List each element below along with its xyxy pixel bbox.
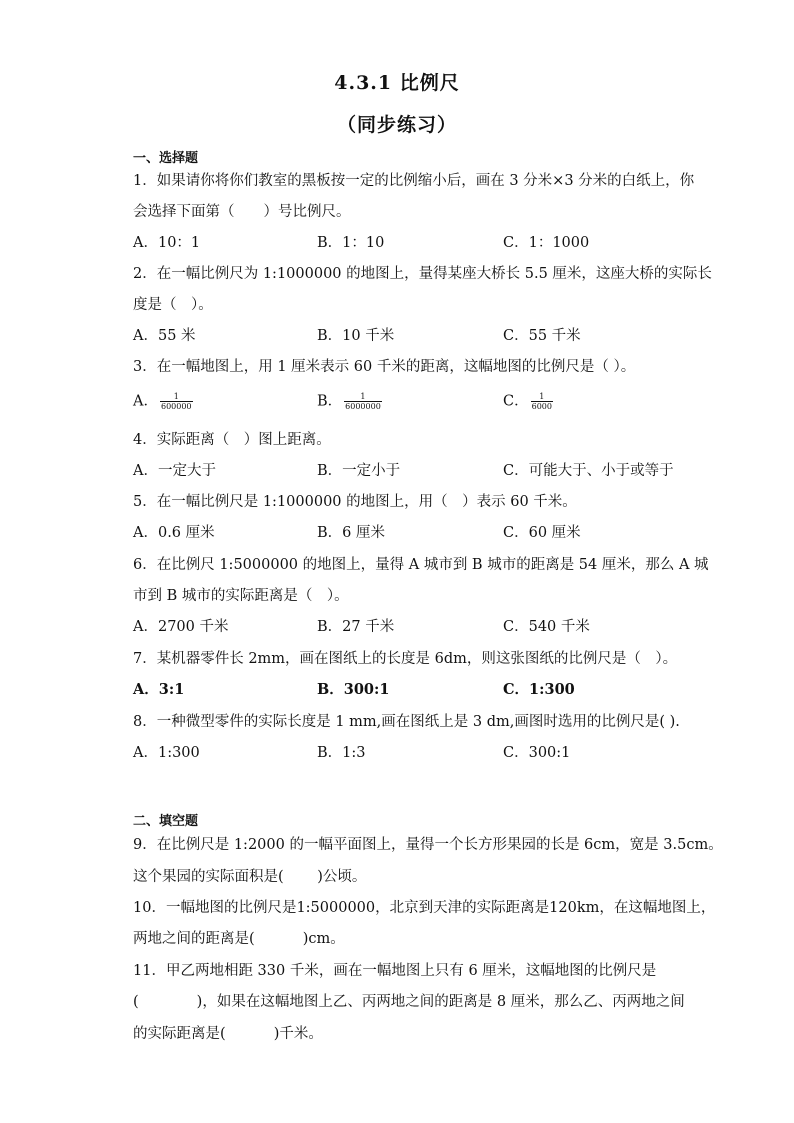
question-6-line-1: 6．在比例尺 1:5000000 的地图上，量得 A 城市到 B 城市的距离是 54 厘米，那么 A 城 [133, 557, 709, 573]
question-7-line-1: 7．某机器零件长 2mm，画在图纸上的长度是 6dm，则这张图纸的比例尺是（ ）。 [133, 651, 678, 667]
fraction [344, 392, 382, 411]
page-title: 4.3.1 比例尺 [334, 72, 460, 94]
question-3-option-c [503, 392, 553, 411]
question-10-line-1: 10．一幅地图的比例尺是1:5000000，北京到天津的实际距离是120km，在这幅地图上， [133, 900, 716, 916]
question-3-line-1: 3．在一幅地图上，用 1 厘米表示 60 千米的距离，这幅地图的比例尺是（ ）。 [133, 359, 636, 375]
question-1-line-1: 1．如果请你将你们教室的黑板按一定的比例缩小后，画在 3 分米×3 分米的白纸上，你 [133, 173, 695, 189]
question-5-line-1: 5．在一幅比例尺是 1:1000000 的地图上，用（ ）表示 60 千米。 [133, 494, 577, 510]
question-4-option-b: B．一定小于 [317, 463, 401, 479]
question-4-option-a: A．一定大于 [133, 463, 216, 479]
page-subtitle: （同步练习） [336, 114, 457, 136]
fraction-denominator: 6000000 [345, 402, 381, 411]
fraction-denominator: 600000 [160, 402, 192, 411]
question-6-option-c: C．540 千米 [503, 619, 590, 635]
fraction-denominator: 6000 [531, 402, 552, 411]
fraction [531, 392, 553, 411]
question-8-option-a: A．1:300 [133, 745, 200, 761]
question-9-line-1: 9．在比例尺是 1:2000 的一幅平面图上，量得一个长方形果园的长是 6cm，宽是 3.5cm。 [133, 837, 723, 853]
option-label: C． [503, 393, 529, 410]
option-label: B． [317, 393, 343, 410]
question-11-line-1: 11．甲乙两地相距 330 千米，画在一幅地图上只有 6 厘米，这幅地图的比例尺是 [133, 963, 657, 979]
question-3-option-b [317, 392, 382, 411]
question-8-option-c: C．300:1 [503, 745, 571, 761]
fraction [160, 392, 193, 411]
question-3-option-a [133, 392, 193, 411]
question-10-line-2: 两地之间的距离是( )cm。 [133, 931, 345, 947]
question-5-option-a: A．0.6 厘米 [133, 525, 215, 541]
question-8-option-b: B．1:3 [317, 745, 366, 761]
question-2-option-b: B．10 千米 [317, 328, 395, 344]
question-2-line-2: 度是（ ）。 [133, 297, 213, 313]
question-5-option-b: B．6 厘米 [317, 525, 385, 541]
question-9-line-2: 这个果园的实际面积是( )公顷。 [133, 869, 367, 885]
question-6-option-a: A．2700 千米 [133, 619, 229, 635]
fraction-numerator: 1 [173, 392, 179, 401]
question-11-line-2: ( )，如果在这幅地图上乙、丙两地之间的距离是 8 厘米，那么乙、丙两地之间 [133, 994, 685, 1010]
question-2-option-c: C．55 千米 [503, 328, 581, 344]
question-7-option-b: B．300:1 [317, 681, 390, 698]
question-6-option-b: B．27 千米 [317, 619, 395, 635]
question-1-line-2: 会选择下面第（ ）号比例尺。 [133, 204, 351, 220]
section-heading-choice: 一、选择题 [133, 151, 199, 166]
section-heading-fill: 二、填空题 [133, 814, 199, 829]
question-1-option-b: B．1：10 [317, 235, 385, 251]
question-1-option-c: C．1：1000 [503, 235, 590, 251]
question-4-line-1: 4．实际距离（ ）图上距离。 [133, 432, 331, 448]
question-6-line-2: 市到 B 城市的实际距离是（ ）。 [133, 588, 349, 604]
fraction-numerator: 1 [360, 392, 366, 401]
question-11-line-3: 的实际距离是( )千米。 [133, 1026, 323, 1042]
question-8-line-1: 8．一种微型零件的实际长度是 1 mm,画在图纸上是 3 dm,画图时选用的比例尺是( ). [133, 714, 680, 730]
question-2-option-a: A．55 米 [133, 328, 196, 344]
question-1-option-a: A．10：1 [133, 235, 201, 251]
fraction-numerator: 1 [539, 392, 545, 401]
question-4-option-c: C．可能大于、小于或等于 [503, 463, 674, 479]
option-label: A． [133, 393, 158, 410]
question-2-line-1: 2．在一幅比例尺为 1:1000000 的地图上，量得某座大桥长 5.5 厘米，这座大桥的实际长 [133, 266, 712, 282]
question-5-option-c: C．60 厘米 [503, 525, 581, 541]
question-7-option-a: A．3:1 [133, 681, 185, 698]
question-7-option-c: C．1:300 [503, 681, 575, 698]
